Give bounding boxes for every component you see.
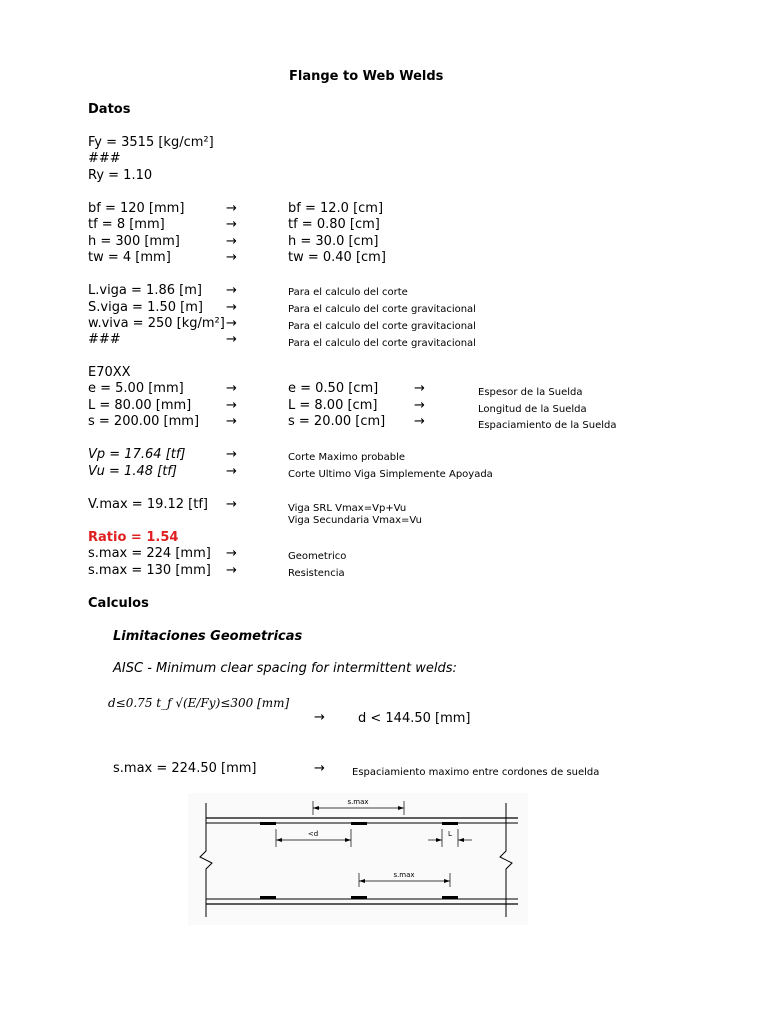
beam-note: Para el calculo del corte gravitacional	[288, 338, 476, 349]
weld-mark	[260, 822, 276, 825]
formula: d≤0.75 t_f √(E/Fy)≤300 [mm]	[108, 696, 290, 710]
arrow-icon: →	[226, 447, 237, 462]
arrow-icon: →	[226, 414, 237, 429]
arrow-icon: →	[226, 217, 237, 232]
weld-diagram	[188, 793, 528, 925]
arrow-icon: →	[414, 381, 425, 396]
smax-note: Geometrico	[288, 551, 347, 562]
shear-value: Vp = 17.64 [tf]	[88, 447, 186, 462]
arrow-icon: →	[226, 546, 237, 561]
smax-value: s.max = 224 [mm]	[88, 546, 211, 561]
shear-note: Corte Maximo probable	[288, 452, 406, 463]
smax-dim-label: s.max	[393, 871, 415, 879]
weld-note: Espesor de la Suelda	[478, 387, 583, 398]
arrow-icon: →	[226, 497, 237, 512]
smax-note: Resistencia	[288, 568, 345, 579]
weld-mark	[442, 822, 458, 825]
ry-value: Ry = 1.10	[88, 168, 153, 183]
weld-converted: e = 0.50 [cm]	[288, 381, 379, 396]
dim-right: bf = 12.0 [cm]	[288, 201, 384, 216]
vmax-value: V.max = 19.12 [tf]	[88, 497, 208, 512]
beam-note: Para el calculo del corte gravitacional	[288, 304, 476, 315]
fy-value: Fy = 3515 [kg/cm²]	[88, 135, 214, 150]
arrow-icon: →	[226, 398, 237, 413]
arrow-icon: →	[414, 414, 425, 429]
smax-value: s.max = 130 [mm]	[88, 563, 211, 578]
weld-note: Espaciamiento de la Suelda	[478, 420, 617, 431]
dim-right: tf = 0.80 [cm]	[288, 217, 380, 232]
arrow-icon: →	[226, 464, 237, 479]
subheading-limitaciones: Limitaciones Geometricas	[113, 629, 303, 644]
dim-right: tw = 0.40 [cm]	[288, 250, 386, 265]
weld-converted: s = 20.00 [cm]	[288, 414, 386, 429]
vmax-note: Viga Secundaria Vmax=Vu	[288, 515, 422, 526]
smax-result: s.max = 224.50 [mm]	[113, 761, 257, 776]
arrow-icon: →	[314, 710, 325, 725]
beam-value: S.viga = 1.50 [m]	[88, 300, 203, 315]
arrow-icon: →	[226, 300, 237, 315]
weld-value: s = 200.00 [mm]	[88, 414, 200, 429]
aisc-caption: AISC - Minimum clear spacing for intermittent welds:	[113, 661, 457, 676]
l-dim-label: L	[448, 830, 452, 838]
hash-placeholder: ###	[88, 151, 121, 166]
smax-dim-label: s.max	[347, 798, 369, 806]
smax-result-note: Espaciamiento maximo entre cordones de suelda	[352, 767, 600, 778]
arrow-icon: →	[314, 761, 325, 776]
weld-value: e = 5.00 [mm]	[88, 381, 184, 396]
dim-left: tw = 4 [mm]	[88, 250, 171, 265]
beam-note: Para el calculo del corte	[288, 287, 408, 298]
ratio-value: Ratio = 1.54	[88, 530, 179, 545]
shear-note: Corte Ultimo Viga Simplemente Apoyada	[288, 469, 493, 480]
weld-mark	[351, 822, 367, 825]
electrode-label: E70XX	[88, 365, 131, 380]
beam-value: ###	[88, 332, 121, 347]
beam-value: L.viga = 1.86 [m]	[88, 283, 202, 298]
beam-note: Para el calculo del corte gravitacional	[288, 321, 476, 332]
arrow-icon: →	[226, 332, 237, 347]
d-result: d < 144.50 [mm]	[358, 711, 471, 726]
shear-value: Vu = 1.48 [tf]	[88, 464, 177, 479]
arrow-icon: →	[414, 398, 425, 413]
arrow-icon: →	[226, 250, 237, 265]
weld-mark	[351, 896, 367, 899]
weld-mark	[442, 896, 458, 899]
arrow-icon: →	[226, 234, 237, 249]
arrow-icon: →	[226, 283, 237, 298]
arrow-icon: →	[226, 381, 237, 396]
d-dim-label: <d	[307, 830, 319, 838]
weld-value: L = 80.00 [mm]	[88, 398, 192, 413]
page-title: Flange to Web Welds	[289, 69, 444, 84]
dim-right: h = 30.0 [cm]	[288, 234, 379, 249]
section-heading-calculos: Calculos	[88, 596, 149, 611]
arrow-icon: →	[226, 563, 237, 578]
weld-converted: L = 8.00 [cm]	[288, 398, 378, 413]
dim-left: tf = 8 [mm]	[88, 217, 165, 232]
dim-left: h = 300 [mm]	[88, 234, 180, 249]
section-heading-datos: Datos	[88, 102, 131, 117]
dim-left: bf = 120 [mm]	[88, 201, 185, 216]
weld-mark	[260, 896, 276, 899]
arrow-icon: →	[226, 316, 237, 331]
weld-note: Longitud de la Suelda	[478, 404, 587, 415]
vmax-note: Viga SRL Vmax=Vp+Vu	[288, 503, 407, 514]
arrow-icon: →	[226, 201, 237, 216]
beam-value: w.viva = 250 [kg/m²]	[88, 316, 225, 331]
